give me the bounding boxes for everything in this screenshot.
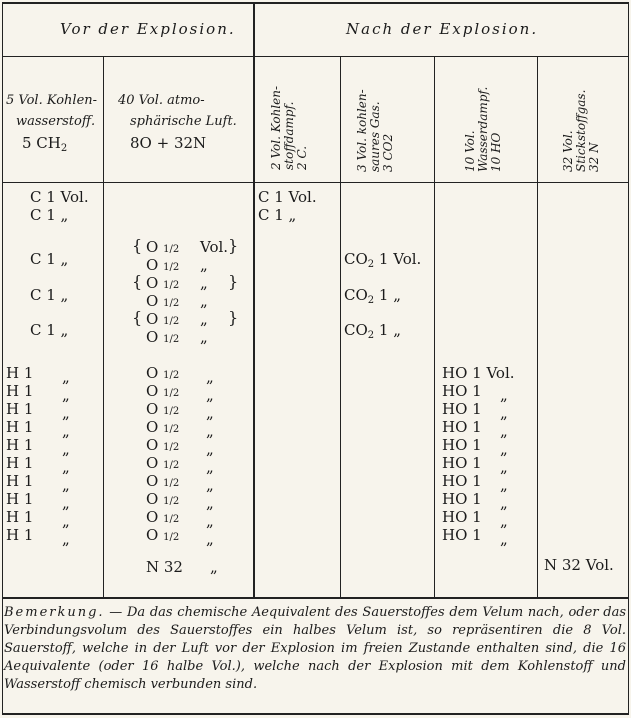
h-row: H 1 xyxy=(6,490,34,508)
brace-left-3: { xyxy=(132,308,143,327)
col1-line1: 5 Vol. Kohlen- xyxy=(6,93,98,108)
o-half-row: O 1/2 xyxy=(146,292,180,310)
ho-row: HO 1 xyxy=(442,400,482,418)
o-half-unit: Vol. xyxy=(200,238,229,256)
h-row: H 1 xyxy=(6,400,34,418)
bottom-border xyxy=(2,713,629,715)
ho-row: HO 1 xyxy=(442,454,482,472)
h-row-ditto: „ xyxy=(62,512,70,530)
ho-row-ditto: „ xyxy=(500,530,508,548)
ho-row: HO 1 xyxy=(442,382,482,400)
top-border xyxy=(2,2,629,4)
o-half-ditto: „ xyxy=(206,422,214,440)
h-row-ditto: „ xyxy=(62,476,70,494)
o-half-row: O 1/2 xyxy=(146,328,180,346)
ho-row: HO 1 xyxy=(442,508,482,526)
o-half-row: O 1/2 xyxy=(146,490,180,508)
ho-row-ditto: „ xyxy=(500,386,508,404)
ho-row: HO 1 xyxy=(442,436,482,454)
o-half-ditto: „ xyxy=(200,274,208,292)
o-half-ditto: „ xyxy=(200,310,208,328)
o-half-ditto: „ xyxy=(200,292,208,310)
h-row: H 1 xyxy=(6,472,34,490)
col4-header: 3 Vol. kohlen- saures Gas. 3 CO2 xyxy=(355,89,395,172)
left-border xyxy=(2,2,3,714)
o-half-row: O 1/2 xyxy=(146,454,180,472)
ho-row-ditto: „ xyxy=(500,476,508,494)
footnote xyxy=(4,604,626,694)
ho-row-ditto: „ xyxy=(500,494,508,512)
o-half-row: O 1/2 xyxy=(146,238,180,256)
co2-row-1: $CO_2$ 1 Vol. xyxy=(344,250,422,270)
col2-line1: 40 Vol. atmo- xyxy=(118,93,205,108)
header-after: Nach der Explosion. xyxy=(346,20,539,38)
o-half-ditto: „ xyxy=(206,530,214,548)
brace-left-1: { xyxy=(132,236,143,255)
c-row-5: C 1 „ xyxy=(30,321,69,339)
h-row: H 1 xyxy=(6,382,34,400)
o-half-row: O 1/2 xyxy=(146,472,180,490)
col-rule-1 xyxy=(103,56,104,597)
col1-formula: 5 $CH_2$ xyxy=(22,134,68,154)
ho-row-ditto: „ xyxy=(500,404,508,422)
col3-header: 2 Vol. Kohlen- stoffdampf. 2 C. xyxy=(269,85,309,170)
c-row-2: C 1 „ xyxy=(30,206,69,224)
o-half-ditto: „ xyxy=(206,404,214,422)
o-half-row: O 1/2 xyxy=(146,364,180,382)
brace-right-1: } xyxy=(228,236,239,255)
h-row-ditto: „ xyxy=(62,368,70,386)
h-row: H 1 xyxy=(6,364,34,382)
o-half-row: O 1/2 xyxy=(146,310,180,328)
n-before-ditto: „ xyxy=(210,558,218,576)
h-row-ditto: „ xyxy=(62,440,70,458)
ho-row: HO 1 xyxy=(442,418,482,436)
o-half-row: O 1/2 xyxy=(146,382,180,400)
table-bottom-rule xyxy=(2,597,629,599)
ho-row-ditto: „ xyxy=(500,512,508,530)
col-rule-4 xyxy=(434,56,435,597)
o-half-row: O 1/2 xyxy=(146,436,180,454)
brace-left-2: { xyxy=(132,272,143,291)
col-rule-3 xyxy=(340,56,341,597)
col6-header: 32 Vol. Stickstoffgas. 32 N xyxy=(561,89,601,172)
h-row-ditto: „ xyxy=(62,530,70,548)
n-before: N 32 xyxy=(146,558,183,576)
n-after: N 32 Vol. xyxy=(544,556,614,574)
o-half-ditto: „ xyxy=(206,386,214,404)
o-half-ditto: „ xyxy=(200,256,208,274)
h-row: H 1 xyxy=(6,526,34,544)
o-half-ditto: „ xyxy=(206,458,214,476)
ho-row-ditto: „ xyxy=(500,440,508,458)
o-half-ditto: „ xyxy=(206,494,214,512)
h-row-ditto: „ xyxy=(62,458,70,476)
ho-row: HO 1 xyxy=(442,526,482,544)
brace-right-3: } xyxy=(228,308,239,327)
o-half-row: O 1/2 xyxy=(146,400,180,418)
ho-row-ditto: „ xyxy=(500,458,508,476)
h-row: H 1 xyxy=(6,454,34,472)
ho-row: HO 1 xyxy=(442,472,482,490)
o-half-row: O 1/2 xyxy=(146,256,180,274)
col-rule-2 xyxy=(253,2,255,597)
h-row: H 1 xyxy=(6,418,34,436)
subheader-rule xyxy=(2,182,629,183)
right-border xyxy=(628,2,629,714)
o-half-ditto: „ xyxy=(206,440,214,458)
col5-header: 10 Vol. Wasserdampf. 10 HO xyxy=(463,86,503,172)
col2-line2: sphärische Luft. xyxy=(130,114,237,129)
o-half-row: O 1/2 xyxy=(146,418,180,436)
col2-formula: 8O + 32N xyxy=(130,134,207,152)
col-rule-5 xyxy=(537,56,538,597)
co2-row-3: $CO_2$ 1 „ xyxy=(344,321,402,341)
h-row-ditto: „ xyxy=(62,386,70,404)
ho-row: HO 1 Vol. xyxy=(442,364,515,382)
c-row-1: C 1 Vol. xyxy=(30,188,89,206)
h-row-ditto: „ xyxy=(62,422,70,440)
o-half-ditto: „ xyxy=(206,368,214,386)
h-row-ditto: „ xyxy=(62,494,70,512)
col1-line2: wasserstoff. xyxy=(16,114,96,129)
c-after-row-2: C 1 „ xyxy=(258,206,297,224)
footnote-text: — Da das chemische Aequivalent des Sauerstoffes dem Velum nach, oder das Verbindungsvolum des Sauerstoffes ein halbes Velum ist, so repräsentiren die 8 Vol. Sauerstoff, welche in der Luft vor der Explosion im freien Zustande enthalten sind, die 16 Aequivalente (oder 16 halbe Vol.), welche nach der Explosion mit dem Kohlenstoff und Wasserstoff chemisch verbunden sind. xyxy=(4,605,626,692)
o-half-ditto: „ xyxy=(200,328,208,346)
o-half-row: O 1/2 xyxy=(146,508,180,526)
o-half-ditto: „ xyxy=(206,512,214,530)
header-before: Vor der Explosion. xyxy=(60,20,236,38)
h-row: H 1 xyxy=(6,508,34,526)
o-half-ditto: „ xyxy=(206,476,214,494)
footnote-lead: Bemerkung. xyxy=(4,605,105,620)
c-after-row-1: C 1 Vol. xyxy=(258,188,317,206)
h-row-ditto: „ xyxy=(62,404,70,422)
header-rule xyxy=(2,56,629,57)
c-row-4: C 1 „ xyxy=(30,286,69,304)
ho-row-ditto: „ xyxy=(500,422,508,440)
brace-right-2: } xyxy=(228,272,239,291)
o-half-row: O 1/2 xyxy=(146,274,180,292)
h-row: H 1 xyxy=(6,436,34,454)
ho-row: HO 1 xyxy=(442,490,482,508)
c-row-3: C 1 „ xyxy=(30,250,69,268)
co2-row-2: $CO_2$ 1 „ xyxy=(344,286,402,306)
o-half-row: O 1/2 xyxy=(146,526,180,544)
